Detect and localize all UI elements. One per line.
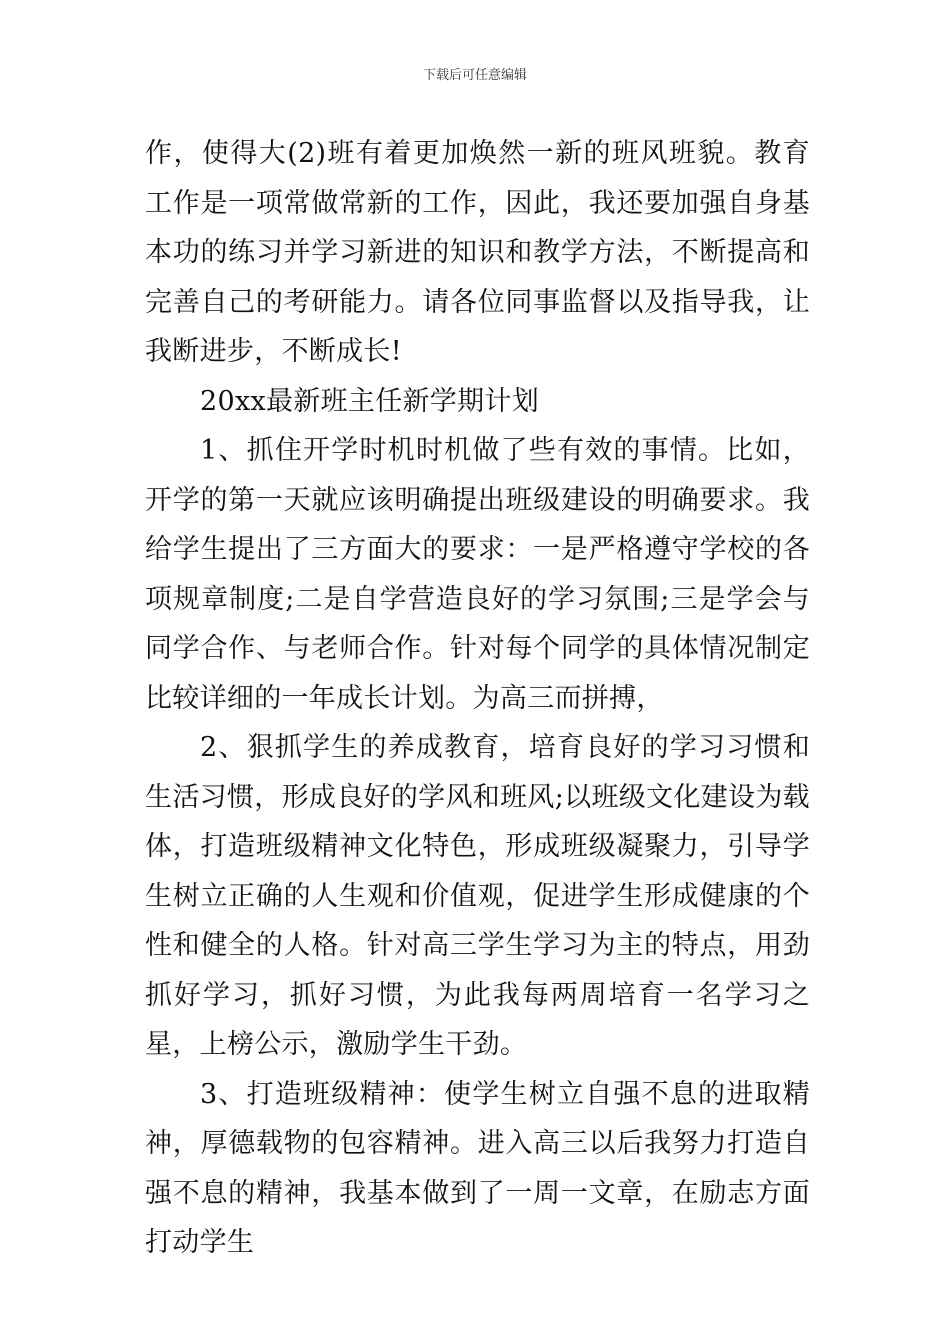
page-header-note: 下载后可任意编辑 [422, 68, 527, 83]
paragraph-item-3: 3、打造班级精神：使学生树立自强不息的进取精神，厚德载物的包容精神。进入高三以后我努力打造自强不息的精神，我基本做到了一周一文章，在励志方面打动学生 [145, 1078, 810, 1258]
section-heading: 20xx最新班主任新学期计划 [200, 385, 540, 417]
paragraph-item-1: 1、抓住开学时机时机做了些有效的事情。比如，开学的第一天就应该明确提出班级建设的明确要求。我给学生提出了三方面大的要求：一是严格遵守学校的各项规章制度;二是自学营造良好的学习氛围;三是学会与同学合作、与老师合作。针对每个同学的具体情况制定比较详细的一年成长计划。为高三而拼搏， [145, 435, 810, 714]
document-body [145, 129, 810, 1268]
paragraph-item-2: 2、狠抓学生的养成教育，培育良好的学习习惯和生活习惯，形成良好的学风和班风;以班级文化建设为载体，打造班级精神文化特色，形成班级凝聚力，引导学生树立正确的人生观和价值观，促进学生形成健康的个性和健全的人格。针对高三学生学习为主的特点，用劲抓好学习，抓好习惯，为此我每两周培育一名学习之星，上榜公示，激励学生干劲。 [145, 732, 810, 1060]
paragraph-continuation: 作，使得大(2)班有着更加焕然一新的班风班貌。教育工作是一项常做常新的工作，因此，我还要加强自身基本功的练习并学习新进的知识和教学方法，不断提高和完善自己的考研能力。请各位同事监督以及指导我，让我断进步，不断成长! [145, 138, 810, 367]
